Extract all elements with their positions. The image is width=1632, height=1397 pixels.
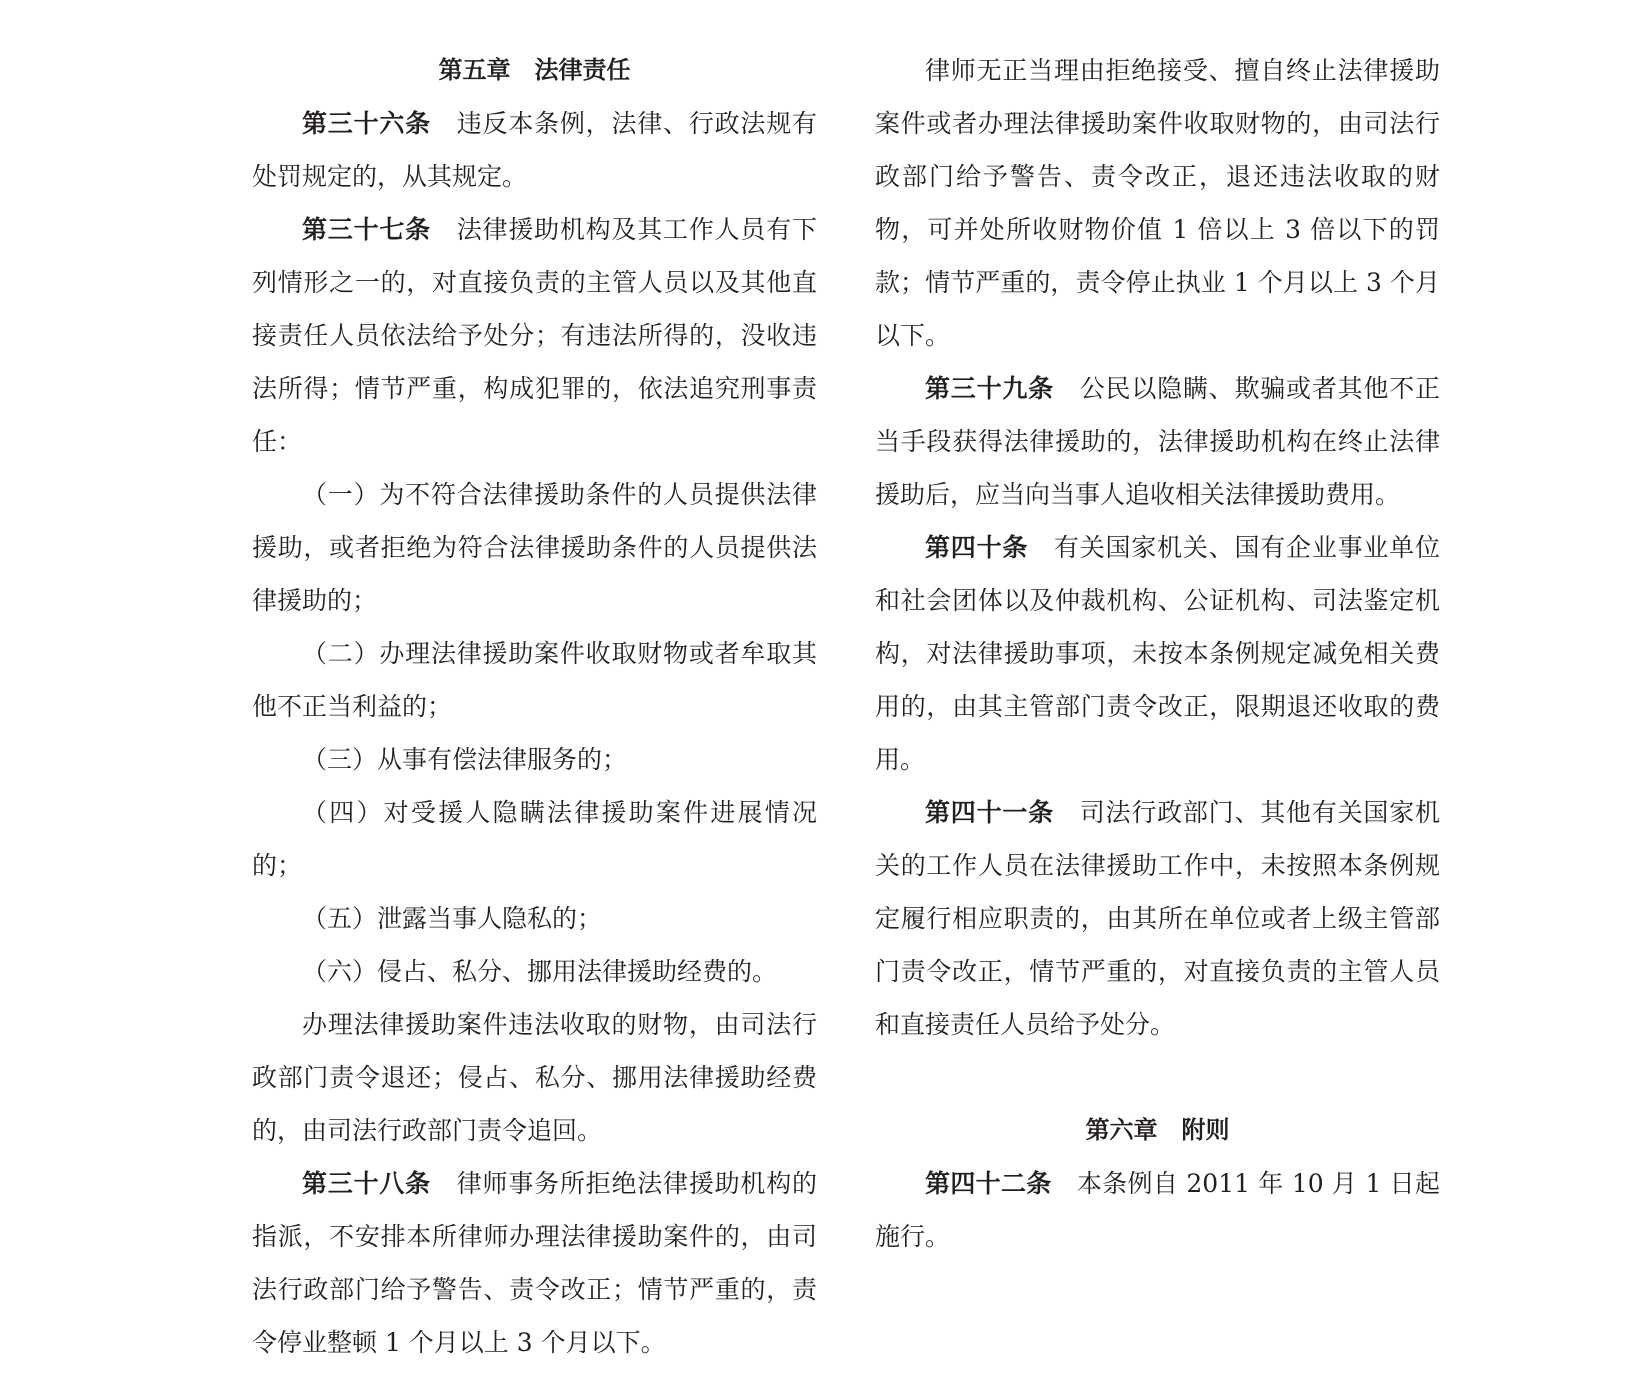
article-37-item-5: （五）泄露当事人隐私的； <box>302 904 603 933</box>
article-37-item-2: （二）办理法律援助案件收取财物或者牟取其他不正当利益的； <box>252 639 817 721</box>
article-37-item-6: （六）侵占、私分、挪用法律援助经费的。 <box>302 957 778 986</box>
article-42-text: 本条例自 2011 年 10 月 1 日起施行。 <box>875 1169 1440 1251</box>
left-column <box>252 44 817 1369</box>
article-37-item-3: （三）从事有偿法律服务的； <box>302 745 628 774</box>
article-37-tail: 办理法律援助案件违法收取的财物，由司法行政部门责令退还；侵占、私分、挪用法律援助经费的，由司法行政部门责令追回。 <box>252 1010 817 1145</box>
article-37-item-1: （一）为不符合法律援助条件的人员提供法律援助，或者拒绝为符合法律援助条件的人员提供法律援助的； <box>252 480 817 615</box>
right-column <box>875 44 1440 1263</box>
article-39-text: 公民以隐瞒、欺骗或者其他不正当手段获得法律援助的，法律援助机构在终止法律援助后，应当向当事人追收相关法律援助费用。 <box>875 374 1440 509</box>
chapter-5-heading: 第五章 法律责任 <box>438 56 631 84</box>
article-41-text: 司法行政部门、其他有关国家机关的工作人员在法律援助工作中，未按照本条例规定履行相应职责的，由其所在单位或者上级主管部门责令改正，情节严重的，对直接负责的主管人员和直接责任人员给予处分。 <box>875 798 1440 1039</box>
article-42 <box>875 1157 1440 1263</box>
article-40-label: 第四十条 <box>925 533 1029 562</box>
article-39 <box>875 362 1440 521</box>
article-37-item-4: （四）对受援人隐瞒法律援助案件进展情况的； <box>252 798 817 880</box>
article-41 <box>875 786 1440 1051</box>
article-36-text: 违反本条例，法律、行政法规有处罚规定的，从其规定。 <box>252 109 817 191</box>
article-36 <box>252 97 817 203</box>
article-40-text: 有关国家机关、国有企业事业单位和社会团体以及仲裁机构、公证机构、司法鉴定机构，对法律援助事项，未按本条例规定减免相关费用的，由其主管部门责令改正，限期退还收取的费用。 <box>875 533 1440 774</box>
article-37-label: 第三十七条 <box>302 215 431 244</box>
article-41-label: 第四十一条 <box>925 798 1054 827</box>
article-42-label: 第四十二条 <box>925 1169 1052 1198</box>
article-37-text: 法律援助机构及其工作人员有下列情形之一的，对直接负责的主管人员以及其他直接责任人员依法给予处分；有违法所得的，没收违法所得；情节严重，构成犯罪的，依法追究刑事责任： <box>252 215 817 456</box>
article-39-label: 第三十九条 <box>925 374 1054 403</box>
article-38-label: 第三十八条 <box>302 1169 431 1198</box>
article-37 <box>252 203 817 468</box>
article-36-label: 第三十六条 <box>302 109 431 138</box>
chapter-6-heading: 第六章 附则 <box>1085 1116 1230 1144</box>
article-38-continued: 律师无正当理由拒绝接受、擅自终止法律援助案件或者办理法律援助案件收取财物的，由司法行政部门给予警告、责令改正，退还违法收取的财物，可并处所收财物价值 1 倍以上 3 倍以下的罚款；情节严重的，责令停止执业 1 个月以上 3 个月以下。 <box>875 56 1440 350</box>
article-38-text: 律师事务所拒绝法律援助机构的指派，不安排本所律师办理法律援助案件的，由司法行政部门给予警告、责令改正；情节严重的，责令停业整顿 1 个月以上 3 个月以下。 <box>252 1169 817 1357</box>
article-40 <box>875 521 1440 786</box>
article-38 <box>252 1157 817 1369</box>
